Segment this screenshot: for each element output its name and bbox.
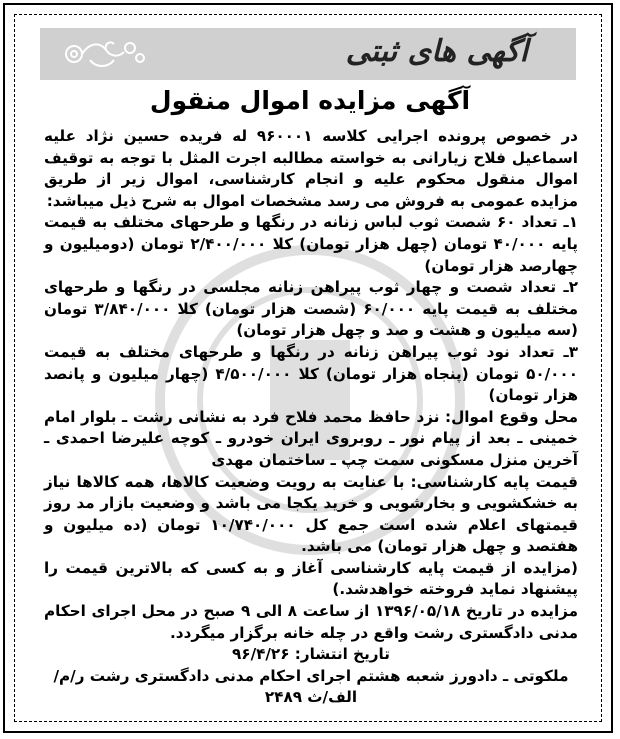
auction-note: (مزایده از قیمت پایه کارشناسی آغاز و به کسی که بالاترین قیمت را پیشنهاد نماید فروخته خواهدشد.) <box>44 558 578 599</box>
signature-line: ملکوتی ـ دادورز شعبه هشتم اجرای احکام مدنی دادگستری رشت ر/م/الف/ث ۲۴۸۹ <box>53 666 569 707</box>
base-price-paragraph: قیمت پایه کارشناسی: با عنایت به رویت وضعیت کالاها، همه کالاها نیاز به خشکشویی و بخارشویی و خرید یکجا می باشد و وضعیت بازار مد روز قیمتهای اعلام شده است جمع کل ۱۰/۷۴۰/۰۰۰ تومان (ده میلیون و هفتصد و چهل هزار تومان) می باشد. <box>44 472 578 556</box>
location-paragraph: محل وقوع اموال: نزد حافظ محمد فلاح فرد به نشانی رشت ـ بلوار امام خمینی ـ بعد از پیام نور ـ روبروی ایران خودرو ـ کوچه علیرضا احمدی ـ آخرین منزل مسکونی سمت چپ ـ ساختمان مهدی <box>44 407 578 469</box>
notice-body <box>44 126 578 709</box>
item-3: ۳ـ تعداد نود ثوب پیراهن زنانه در رنگها و طرحهای مختلف به قیمت ۵۰/۰۰۰ تومان (پنجاه هزار تومان) کلا ۴/۵۰۰/۰۰۰ (چهار میلیون و پانصد هزار تومان) <box>44 342 578 405</box>
header-title: آگهی های ثبتی <box>345 34 528 69</box>
header-banner <box>40 28 576 80</box>
notice-title: آگهی مزایده اموال منقول <box>149 86 471 115</box>
publish-date: تاریخ انتشار: ۹۶/۴/۲۶ <box>232 645 390 664</box>
item-1: ۱ـ تعداد ۶۰ شصت ثوب لباس زنانه در رنگها و طرحهای مختلف به قیمت پایه ۴۰/۰۰۰ تومان (چهل هزار تومان) کلا ۲/۴۰۰/۰۰۰ تومان (دومیلیون و چهارصد هزار تومان) <box>44 213 579 275</box>
schedule-paragraph: مزایده در تاریخ ۱۳۹۶/۰۵/۱۸ از ساعت ۸ الی ۹ صبح در محل اجرای احکام مدنی دادگستری رشت واقع در چله خانه برگزار میگردد. <box>44 602 579 642</box>
intro-paragraph: در خصوص پرونده اجرایی کلاسه ۹۶۰۰۰۱ له فریده حسین نژاد علیه اسماعیل فلاح زیارانی به خواسته مطالبه اجرت المثل با توجه به توقیف اموال منقول محکوم علیه و انجام کارشناسی، اموال زیر از طریق مزایده عمومی به فروش می رسد مشخصات اموال به شرح ذیل میباشد: <box>44 127 578 210</box>
item-2: ۲ـ تعداد شصت و چهار ثوب پیراهن زنانه مجلسی در رنگها و طرحهای مختلف به قیمت پایه ۶۰/۰۰۰ (شصت هزار تومان) کلا ۳/۸۴۰/۰۰۰ تومان (سه میلیون و هشت و صد و چهل هزار تومان) <box>44 278 578 340</box>
floral-ornament-icon <box>60 36 150 72</box>
